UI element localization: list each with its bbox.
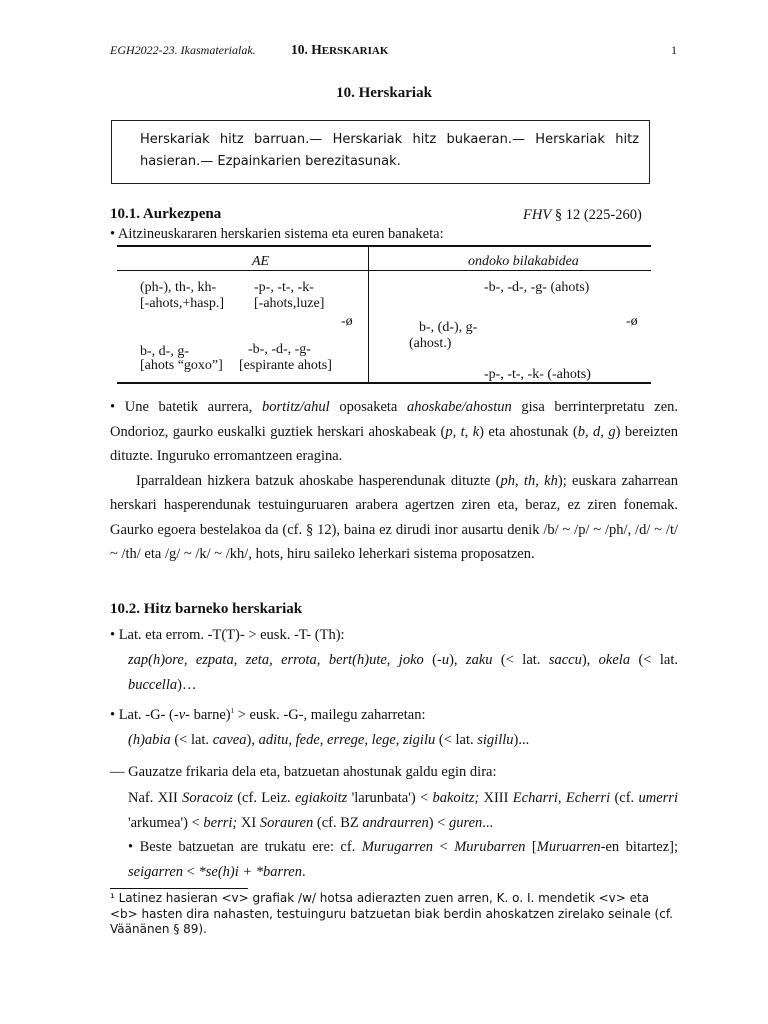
navarre-examples: Naf. XII Soracoiz (cf. Leiz. egiakoitz 'larunbata') < bakoitz; XIII Echarri, Echerri (cf. umerri 'arkumea') < berri; XI Sorauren (cf. BZ andraurren) < guren... • Beste batzuetan are trukatu ere: cf. Murugarren < Murubarren [Muruarren-en bitartez]; seigarren < *se(h)i + *barren.: [128, 786, 678, 884]
table-header-rule: [117, 270, 651, 271]
cell-voiced-initial-features: [ahots “goxo”]: [140, 358, 223, 373]
abstract-text: Herskariak hitz barruan.— Herskariak hitz bukaeran.— Herskariak hitz hasieran.— Ezpainkarien berezitasunak.: [140, 132, 639, 169]
example-list-2: (h)abia (< lat. cavea), aditu, fede, errege, lege, zigilu (< lat. sigillu)...: [128, 732, 530, 748]
body-paragraphs: [110, 395, 678, 567]
cell-right-initial: b-, (d-), g-: [419, 320, 478, 335]
bullet-latin-g: • Lat. -G- (-v- barne)$^1$ > eusk. -G-, mailegu zaharretan:: [110, 707, 426, 723]
page-title: 10. Herskariak: [336, 85, 432, 101]
table-top-rule: [117, 245, 651, 247]
paragraph-aspirates: Iparraldean hizkera batzuk ahoskabe hasperendunak dituzte (ph, th, kh); euskara zaharrean herskari hasperendunak testuinguruaren arabera agertzen ziren eta, beraz, ez ziren fonemak. Gaurko egoera bestelakoa da (cf. § 12), baina ez dirudi inor ausartu denik /b/ ~ /p/ ~ /ph/, /d/ ~ /t/ ~ /th/ eta /g/ ~ /k/ ~ /kh/, hots, hiru saileko leherkari sistema proposatzen.: [110, 472, 678, 562]
cell-right-zero: -ø: [626, 314, 638, 329]
running-header-chapter: [291, 42, 388, 58]
section-heading-10-2: 10.2. Hitz barneko herskariak: [110, 601, 303, 617]
cell-right-voiced: -b-, -d-, -g- (ahots): [484, 280, 590, 295]
table-header-evolution: ondoko bilakabidea: [468, 254, 579, 269]
abstract-box: [111, 120, 650, 184]
cell-spirant: -b-, -d-, -g-: [248, 342, 311, 357]
beste-examples: • Beste batzuetan are trukatu ere: cf. Murugarren < Murubarren [Muruarren-en bitartez]; seigarren < *se(h)i + *barren.: [128, 839, 678, 880]
reference-pages: § 12 (225-260): [551, 207, 642, 223]
table-column-divider: [368, 246, 369, 383]
chapter-number: 10. H: [291, 42, 322, 57]
footnote-rule: [110, 888, 248, 889]
footnote-marker: 1: [230, 707, 235, 716]
cell-voiced-initial: b-, d-, g-: [140, 344, 189, 359]
cell-spirant-features: [espirante ahots]: [239, 358, 332, 373]
dash-item-frication: — Gauzatze frikaria dela eta, batzuetan ahostunak galdu egin dira:: [110, 764, 497, 780]
reference-source: FHV: [523, 207, 552, 223]
cell-left-zero: -ø: [341, 314, 353, 329]
cell-aspirated: (ph-), th-, kh-: [140, 280, 217, 295]
cell-aspirated-features: [-ahots,+hasp.]: [140, 296, 225, 311]
table-header-ae: AE: [252, 254, 270, 269]
bullet-latin-t: • Lat. eta errom. -T(T)- > eusk. -T- (Th):: [110, 627, 345, 643]
page-number: 1: [671, 43, 677, 57]
cell-right-initial-features: (ahost.): [409, 336, 452, 351]
example-list-1: zap(h)ore, ezpata, zeta, errota, bert(h)ute, joko (-u), zaku (< lat. saccu), okela (< lat. buccella)…: [128, 652, 678, 693]
running-header-left: EGH2022-23. Ikasmaterialak.: [110, 43, 256, 57]
section-intro: • Aitzineuskararen herskarien sistema eta euren banaketa:: [110, 226, 444, 242]
section-reference: [523, 207, 642, 224]
cell-long-voiceless: -p-, -t-, -k-: [254, 280, 314, 295]
section-heading-10-1: 10.1. Aurkezpena: [110, 206, 222, 222]
chapter-name: ERSKARIAK: [321, 45, 389, 57]
cell-long-voiceless-features: [-ahots,luze]: [254, 296, 325, 311]
footnote-1: ¹ Latinez hasieran <v> grafiak /w/ hotsa adierazten zuen arren, K. o. I. mendetik <v> eta <b> hasten dira nahasten, testuinguru batzuetan biak berdin ahoskatzen zirelako seinale (cf. Väänänen § 89).: [110, 891, 673, 936]
paragraph-reinterpretation: • Une batetik aurrera, bortitz/ahul oposaketa ahoskabe/ahostun gisa berrinterpretatu zen. Ondorioz, gaurko euskalki guztiek herskari ahoskabeak (p, t, k) eta ahostunak (b, d, g) bereizten dituzte. Inguruko erromantzeen eragina.: [110, 399, 678, 464]
cell-right-voiceless: -p-, -t-, -k- (-ahots): [484, 367, 591, 382]
